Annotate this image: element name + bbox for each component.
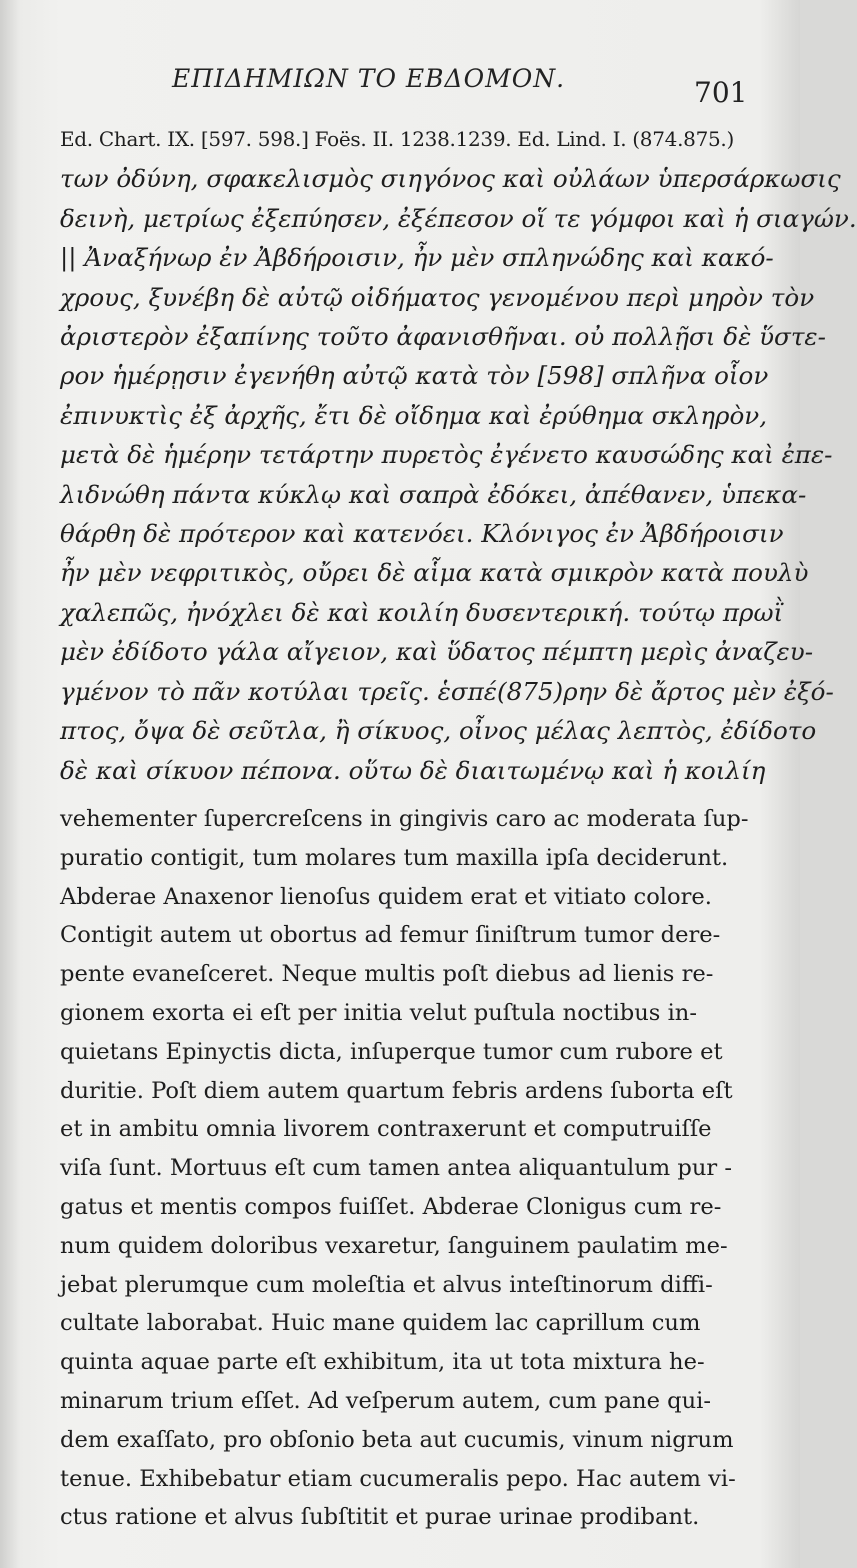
latin-line: gionem exorta ei eſt per initia velut puſtula noctibus in- [60,999,697,1026]
latin-line: num quidem doloribus vexaretur, ſanguinem paulatim me- [60,1232,728,1259]
latin-line: quinta aquae parte eſt exhibitum, ita ut tota mixtura he- [60,1349,705,1376]
latin-line: tenue. Exhibebatur etiam cucumeralis pepo. Hac autem vi- [60,1465,736,1492]
latin-line: dem exaſſato, pro obſonio beta aut cucumis, vinum nigrum [60,1426,734,1453]
greek-text-block [60,118,857,790]
latin-line: cultate laborabat. Huic mane quidem lac caprillum cum [60,1310,701,1337]
edition-reference: Ed. Chart. IX. [597. 598.] Foës. II. 1238.1239. Ed. Lind. I. (874.875.) [60,127,734,151]
latin-line: gatus et mentis compos fuiſſet. Abderae Clonigus cum re- [60,1193,722,1220]
greek-line: λιδνώθη πάντα κύκλῳ καὶ σαπρὰ ἐδόκει, ἀπέθανεν, ὑπεκα- [60,479,807,509]
greek-line: χαλεπῶς, ἠνόχλει δὲ καὶ κοιλίη δυσεντερική. τούτῳ πρωῒ [60,597,784,627]
latin-line: viſa ſunt. Mortuus eſt cum tamen antea aliquantulum pur - [60,1155,733,1182]
latin-line: pente evaneſceret. Neque multis poſt diebus ad lienis re- [60,961,714,988]
latin-line: Contigit autem ut obortus ad femur ſiniſtrum tumor dere- [60,922,721,949]
latin-text-block [60,800,749,1537]
greek-line: μετὰ δὲ ἡμέρην τετάρτην πυρετὸς ἐγένετο καυσώδης καὶ ἐπε- [60,440,833,470]
greek-line: δὲ καὶ σίκυον πέπονα. οὕτω δὲ διαιτωμένῳ καὶ ἡ κοιλίη [60,755,766,785]
greek-line: δεινὴ, μετρίως ἐξεπύησεν, ἐξέπεσον οἵ τε γόμφοι καὶ ἡ σιαγών. [60,203,857,233]
greek-line: γμένον τὸ πᾶν κοτύλαι τρεῖς. ἑσπέ(875)ρην δὲ ἄρτος μὲν ἐξό- [60,676,834,706]
latin-line: quietans Epinyctis dicta, inſuperque tumor cum rubore et [60,1038,723,1065]
greek-line: μὲν ἐδίδοτο γάλα αἴγειον, καὶ ὕδατος πέμπτη μερὶς ἀναζευ- [60,637,814,667]
greek-line: χρους, ξυνέβη δὲ αὐτῷ οἰδήματος γενομένου περὶ μηρὸν τὸν [60,282,815,312]
page-number: 701 [694,76,748,109]
latin-line: puratio contigit, tum molares tum maxilla ipſa deciderunt. [60,844,729,871]
latin-line: Abderae Anaxenor lienoſus quidem erat et vitiato colore. [60,883,712,910]
latin-line: jebat plerumque cum moleſtia et alvus inteſtinorum diffi- [60,1271,713,1298]
latin-line: vehementer ſupercreſcens in gingivis caro ac moderata ſup- [60,806,749,832]
greek-line: θάρθη δὲ πρότερον καὶ κατενόει. Κλόνιγος ἐν Ἀβδήροισιν [60,519,784,549]
greek-line: των ὀδύνη, σφακελισμὸς σιηγόνος καὶ οὐλάων ὑπερσάρκωσις [60,164,841,194]
latin-line: ctus ratione et alvus ſubſtitit et purae urinae prodibant. [60,1504,700,1531]
greek-line: ρον ἡμέρῃσιν ἐγενήθη αὐτῷ κατὰ τὸν [598] σπλῆνα οἷον [60,361,769,391]
greek-line: ἦν μὲν νεφριτικὸς, οὔρει δὲ αἷμα κατὰ σμικρὸν κατὰ πουλὺ [60,558,809,588]
latin-line: duritie. Poſt diem autem quartum febris ardens ſuborta eſt [60,1077,733,1104]
latin-line: minarum trium eſſet. Ad veſperum autem, cum pane qui- [60,1387,712,1414]
greek-line: ἀριστερὸν ἐξαπίνης τοῦτο ἀφανισθῆναι. οὐ πολλῇσι δὲ ὕστε- [60,322,826,352]
greek-line: || Ἀναξήνωρ ἐν Ἀβδήροισιν, ἦν μὲν σπληνώδης καὶ κακό- [60,243,774,273]
latin-line: et in ambitu omnia livorem contraxerunt et computruiſſe [60,1116,712,1143]
greek-line: ἐπινυκτὶς ἐξ ἀρχῆς, ἔτι δὲ οἴδημα καὶ ἐρύθημα σκληρὸν, [60,400,768,430]
greek-line: πτος, ὄψα δὲ σεῦτλα, ἢ σίκυος, οἶνος μέλας λεπτὸς, ἐδίδοτο [60,716,817,746]
running-header: ΕΠΙΔΗΜΙΩΝ ΤΟ ΕΒΔΟΜΟΝ. [172,64,566,93]
